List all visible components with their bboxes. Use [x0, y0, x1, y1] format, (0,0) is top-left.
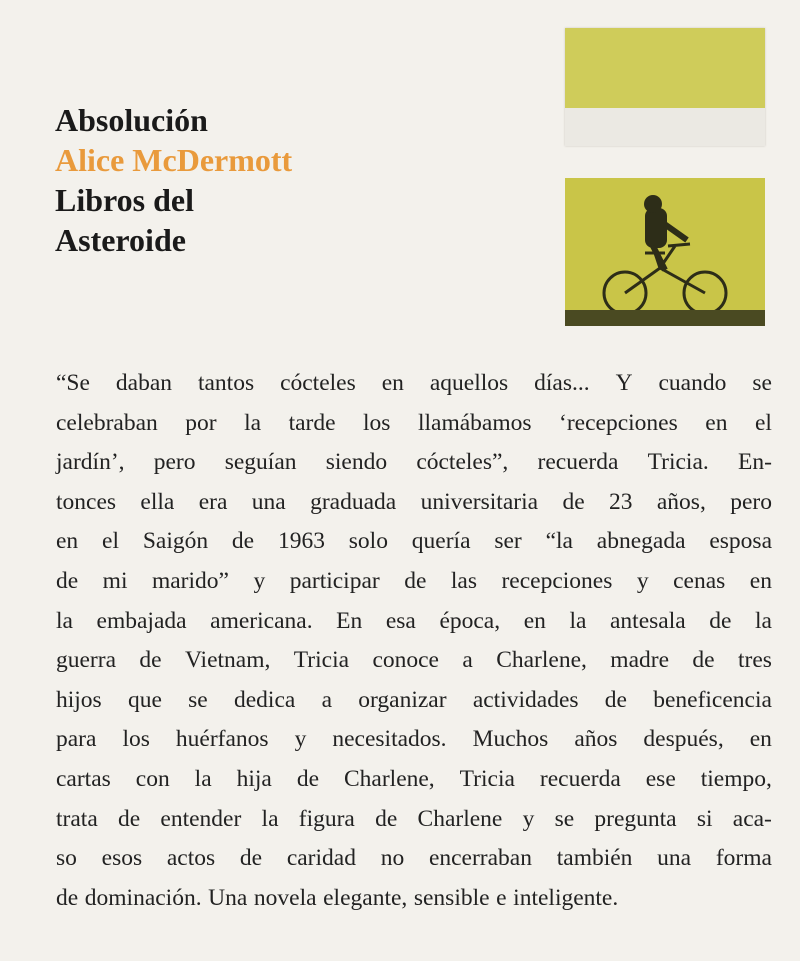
review-word: pero — [153, 449, 196, 476]
review-word: se — [554, 805, 575, 832]
review-word: una — [251, 488, 286, 515]
review-word: llamábamos — [417, 409, 532, 436]
review-word: tiempo, — [700, 765, 772, 792]
review-word: recepciones — [501, 567, 613, 594]
review-word: pregunta — [594, 805, 677, 832]
review-word: la — [261, 805, 279, 832]
review-word: en — [56, 528, 79, 555]
review-word: y — [253, 567, 266, 594]
review-line — [56, 522, 772, 562]
review-line — [56, 839, 772, 879]
review-word: figura — [298, 805, 355, 832]
review-word: organizar — [358, 686, 447, 713]
review-line — [56, 443, 772, 483]
review-word: “Se — [56, 370, 90, 396]
review-word: hija — [236, 765, 272, 792]
review-word: por — [185, 409, 217, 436]
review-word: inteligente. — [513, 884, 619, 911]
review-word: seguían — [224, 449, 297, 476]
review-word: aquellos — [429, 370, 509, 396]
review-word: daban — [115, 370, 173, 396]
review-word: tantos — [197, 370, 255, 396]
book-cover-back-image — [565, 28, 765, 146]
review-word: esos — [101, 845, 143, 872]
review-word: actividades — [472, 686, 579, 713]
review-line — [56, 602, 772, 642]
review-word: y — [294, 726, 307, 753]
review-word: 1963 — [277, 528, 325, 555]
review-word: beneficencia — [653, 686, 772, 713]
review-word: tarde — [288, 409, 336, 436]
review-word: ‘recepciones — [559, 409, 678, 436]
review-word: de — [375, 805, 398, 832]
review-word: Y — [615, 370, 633, 396]
review-word: en — [749, 726, 772, 753]
review-word: Saigón — [142, 528, 209, 555]
review-word: de — [562, 488, 585, 515]
review-word: huérfanos — [175, 726, 269, 753]
review-word: la — [56, 607, 73, 634]
review-word: la — [569, 607, 587, 634]
review-word: de — [296, 765, 320, 792]
review-word: a — [321, 686, 332, 713]
review-word: años — [574, 726, 618, 753]
review-word: 23 — [609, 488, 633, 515]
review-word: se — [752, 370, 772, 396]
review-word: si — [696, 805, 713, 832]
review-word: recuerda — [539, 765, 621, 792]
review-word: la — [755, 607, 772, 634]
review-word: no — [380, 845, 405, 872]
review-word: de — [709, 607, 732, 634]
review-word: e — [496, 884, 507, 911]
review-word: se — [188, 686, 208, 713]
review-word: En- — [737, 449, 772, 476]
review-word: entender — [160, 805, 242, 832]
review-line — [56, 800, 772, 840]
review-word: de — [117, 805, 141, 832]
review-word: encerraban — [428, 845, 532, 872]
review-line — [56, 760, 772, 800]
review-word: Vietnam, — [184, 647, 271, 674]
review-word: una — [657, 845, 692, 872]
review-word: y — [636, 567, 649, 594]
book-publisher-line2: Asteroide — [55, 222, 186, 258]
review-word: con — [135, 765, 170, 792]
review-line — [56, 562, 772, 602]
review-word: las — [450, 567, 477, 594]
review-word: que — [127, 686, 162, 713]
review-word: cócteles — [280, 370, 356, 396]
review-word: de — [604, 686, 627, 713]
book-header — [55, 100, 385, 260]
review-word: de — [56, 567, 79, 594]
review-word: la — [244, 409, 262, 436]
review-word: dominación. — [84, 884, 202, 911]
review-word: necesitados. — [332, 726, 447, 753]
review-word: Tricia. — [647, 449, 709, 476]
review-word: siendo — [325, 449, 388, 476]
review-word: en — [381, 370, 404, 396]
review-word: Tricia — [293, 647, 350, 674]
review-word: En — [336, 607, 363, 634]
review-word: de — [139, 647, 162, 674]
review-word: participar — [289, 567, 380, 594]
review-word: Tricia — [459, 765, 515, 792]
review-word: guerra — [56, 647, 117, 674]
review-word: días... — [534, 370, 590, 396]
review-word: el — [754, 409, 772, 436]
review-word: también — [556, 845, 633, 872]
review-word: los — [122, 726, 150, 753]
book-publisher-line1: Libros del — [55, 182, 194, 218]
review-word: sensible — [413, 884, 490, 911]
review-word: hijos — [56, 686, 102, 713]
review-line — [56, 681, 772, 721]
cover-ground — [565, 310, 765, 326]
review-word: época, — [439, 607, 501, 634]
review-word: ella — [140, 488, 175, 515]
book-author: Alice McDermott — [55, 142, 293, 178]
review-word: universitaria — [420, 488, 539, 515]
review-word: antesala — [610, 607, 686, 634]
review-word: en — [523, 607, 546, 634]
cover-color-band — [565, 28, 765, 108]
review-line — [56, 364, 772, 404]
review-word: Charlene, — [496, 647, 587, 674]
review-word: mi — [102, 567, 128, 594]
review-word: jardín’, — [56, 449, 125, 476]
review-word: graduada — [310, 488, 397, 515]
review-line — [56, 720, 772, 760]
review-word: era — [198, 488, 228, 515]
review-word: conoce — [372, 647, 439, 674]
review-word: elegante, — [323, 884, 408, 911]
review-word: de — [404, 567, 427, 594]
review-line — [56, 641, 772, 681]
review-word: después, — [643, 726, 724, 753]
review-word: caridad — [286, 845, 356, 872]
review-word: americana. — [210, 607, 313, 634]
review-word: solo — [348, 528, 388, 555]
review-word: trata — [56, 805, 98, 832]
review-line — [56, 879, 772, 919]
review-word: esa — [385, 607, 416, 634]
review-line — [56, 404, 772, 444]
review-word: pero — [730, 488, 772, 515]
review-word: abnegada — [596, 528, 686, 555]
review-word: “la — [545, 528, 573, 555]
review-word: en — [749, 567, 772, 594]
review-word: Muchos — [472, 726, 549, 753]
review-word: años, — [656, 488, 706, 515]
review-word: de — [692, 647, 715, 674]
review-word: ser — [494, 528, 522, 555]
review-word: cócteles”, — [416, 449, 509, 476]
review-word: los — [363, 409, 391, 436]
review-text — [56, 364, 772, 918]
review-word: de — [231, 528, 255, 555]
review-word: a — [462, 647, 473, 674]
review-word: quería — [411, 528, 471, 555]
review-word: celebraban — [56, 409, 158, 436]
book-title: Absolución — [55, 102, 208, 138]
review-word: embajada — [96, 607, 187, 634]
review-word: forma — [715, 845, 772, 872]
review-word: Charlene, — [343, 765, 435, 792]
review-word: y — [522, 805, 535, 832]
review-word: ese — [645, 765, 676, 792]
review-word: aca- — [732, 805, 772, 832]
review-line — [56, 483, 772, 523]
review-word: esposa — [709, 528, 772, 555]
cyclist-illustration — [565, 178, 765, 326]
review-word: novela — [253, 884, 317, 911]
review-word: marido” — [151, 567, 229, 594]
review-word: so — [56, 845, 77, 872]
review-word: cartas — [56, 765, 111, 792]
review-word: para — [56, 726, 97, 753]
review-word: de — [56, 884, 79, 911]
review-word: de — [239, 845, 263, 872]
review-word: en — [705, 409, 728, 436]
review-word: cenas — [673, 567, 726, 594]
review-word: Charlene — [417, 805, 503, 832]
review-word: tres — [737, 647, 772, 674]
review-word: dedica — [233, 686, 296, 713]
review-word: madre — [610, 647, 670, 674]
review-word: cuando — [658, 370, 727, 396]
book-cover-image — [565, 178, 765, 326]
review-word: la — [194, 765, 212, 792]
review-word: actos — [166, 845, 216, 872]
review-word: Una — [208, 884, 248, 911]
review-word: tonces — [56, 488, 117, 515]
review-word: recuerda — [537, 449, 619, 476]
review-word: el — [102, 528, 119, 555]
